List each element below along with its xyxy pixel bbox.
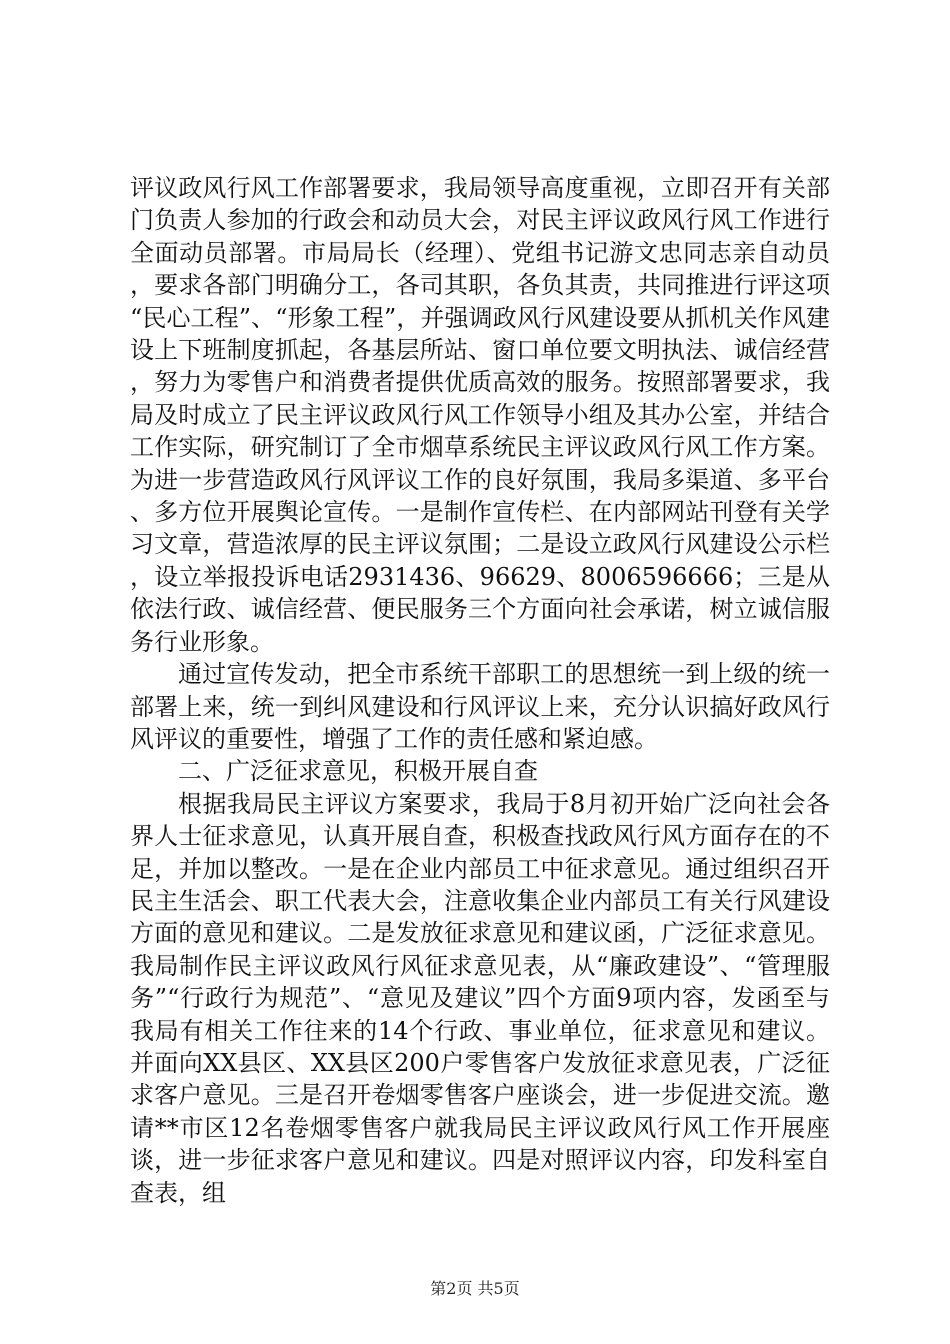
- page-number-footer: 第2页 共5页: [430, 1279, 520, 1298]
- section-heading-2: 二、广泛征求意见，积极开展自查: [178, 757, 538, 786]
- paragraph-4: 根据我局民主评议方案要求，我局于8月初开始广泛向社会各界人士征求意见，认真开展自查，积极查找政风行风方面存在的不足，并加以整改。一是在企业内部员工中征求意见。通过组织召开民主生活会、职工代表大会，注意收集企业内部员工有关行风建设方面的意见和建议。二是发放征求意见和建议函，广泛征求意见。我局制作民主评议政风行风征求意见表，从“廉政建设”、“管理服务”“行政行为规范”、“意见及建议”四个方面9项内容，发函至与我局有相关工作往来的14个行政、事业单位，征求意见和建议。并面向XX县区、XX县区200户零售客户发放征求意见表，广泛征求客户意见。三是召开卷烟零售客户座谈会，进一步促进交流。邀请**市区12名卷烟零售客户就我局民主评议政风行风工作开展座谈，进一步征求客户意见和建议。四是对照评议内容，印发科室自查表，组: [130, 789, 830, 1207]
- paragraph-2: 通过宣传发动，把全市系统干部职工的思想统一到上级的统一部署上来，统一到纠风建设和行风评议上来，充分认识搞好政风行风评议的重要性，增强了工作的责任感和紧迫感。: [130, 660, 830, 753]
- paragraph-1: 评议政风行风工作部署要求，我局领导高度重视，立即召开有关部门负责人参加的行政会和动员大会，对民主评议政风行风工作进行全面动员部署。市局局长（经理）、党组书记游文忠同志亲自动员，要求各部门明确分工，各司其职，各负其责，共同推进行评这项“民心工程”、“形象工程”，并强调政风行风建设要从抓机关作风建设上下班制度抓起，各基层所站、窗口单位要文明执法、诚信经营，努力为零售户和消费者提供优质高效的服务。按照部署要求，我局及时成立了民主评议政风行风工作领导小组及其办公室，并结合工作实际，研究制订了全市烟草系统民主评议政风行风工作方案。为进一步营造政风行风评议工作的良好氛围，我局多渠道、多平台、多方位开展舆论宣传。一是制作宣传栏、在内部网站刊登有关学习文章，营造浓厚的民主评议氛围；二是设立政风行风建设公示栏，设立举报投诉电话2931436、96629、8006596666；三是从依法行政、诚信经营、便民服务三个方面向社会承诺，树立诚信服务行业形象。: [130, 174, 830, 656]
- document-body: [130, 172, 830, 1209]
